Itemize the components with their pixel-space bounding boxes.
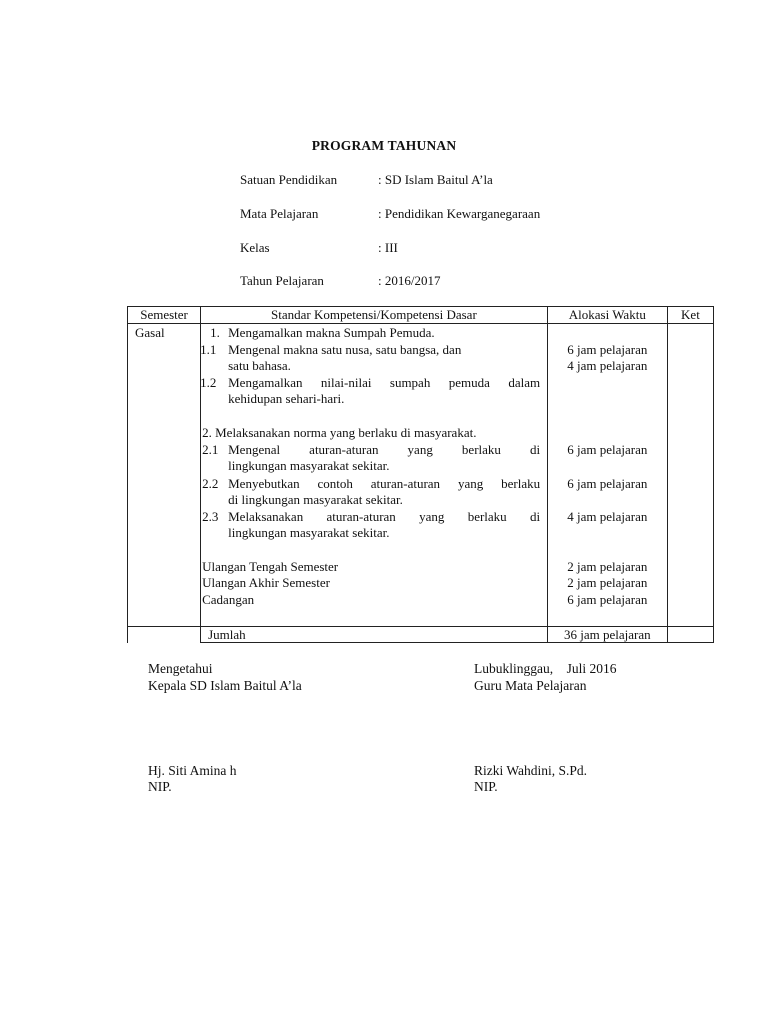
signature-left-line2: Kepala SD Islam Baitul A’la (148, 678, 302, 693)
kd22-number: 2.2 (202, 476, 219, 491)
cell-alokasi (547, 324, 667, 627)
signature-left-name: Hj. Siti Amina h (148, 763, 237, 778)
signature-left-line1: Mengetahui (148, 661, 213, 676)
kd11-number: 1.1 (200, 342, 217, 357)
jumlah-label: Jumlah (208, 627, 246, 642)
table-header-row (128, 307, 714, 324)
uts-label: Ulangan Tengah Semester (202, 559, 339, 574)
kd22-line1: Menyebutkan contoh aturan-aturan yang berlaku (228, 476, 541, 491)
kd22-line2: di lingkungan masyarakat sekitar. (228, 492, 403, 507)
program-table (127, 306, 714, 643)
alokasi-kd22: 6 jam pelajaran (567, 476, 648, 491)
info-value-satuan: : SD Islam Baitul A’la (378, 172, 493, 187)
table-row-total (128, 627, 714, 643)
cell-kompetensi (201, 324, 548, 627)
header-semester: Semester (128, 307, 201, 324)
jumlah-value: 36 jam pelajaran (563, 627, 651, 642)
kd12-line2: kehidupan sehari-hari. (228, 391, 345, 406)
signature-right-line2: Guru Mata Pelajaran (474, 678, 587, 693)
uas-label: Ulangan Akhir Semester (202, 575, 330, 590)
info-value-tahun: : 2016/2017 (378, 273, 441, 288)
kd23-line1: Melaksanakan aturan-aturan yang berlaku di (228, 509, 541, 524)
info-label-mapel: Mata Pelajaran (240, 206, 319, 221)
kd12-number: 1.2 (200, 375, 217, 390)
kd21-line1: Mengenal aturan-aturan yang berlaku di (228, 442, 541, 457)
alokasi-kd23: 4 jam pelajaran (567, 509, 648, 524)
sk1-number: 1. (210, 325, 220, 340)
alokasi-kd21: 6 jam pelajaran (567, 442, 648, 457)
cell-semester (128, 324, 201, 627)
cell-ket (667, 324, 713, 627)
alokasi-uts: 2 jam pelajaran (567, 559, 648, 574)
signature-right-name: Rizki Wahdini, S.Pd. (474, 763, 588, 778)
cadangan-label: Cadangan (202, 592, 255, 607)
cell-total-ket (667, 627, 713, 643)
document-title: PROGRAM TAHUNAN (311, 138, 457, 153)
kd11-line2: satu bahasa. (228, 358, 291, 373)
header-alokasi: Alokasi Waktu (547, 307, 667, 324)
info-value-kelas: : III (378, 240, 398, 255)
signature-right-line1: Lubuklinggau, Juli 2016 (474, 661, 617, 676)
header-kompetensi: Standar Kompetensi/Kompetensi Dasar (201, 307, 548, 324)
alokasi-kd12: 4 jam pelajaran (567, 358, 648, 373)
kd23-line2: lingkungan masyarakat sekitar. (228, 525, 390, 540)
info-value-mapel: : Pendidikan Kewarganegaraan (378, 206, 541, 221)
cell-total-value (547, 627, 667, 643)
header-ket: Ket (667, 307, 713, 324)
info-label-kelas: Kelas (240, 240, 270, 255)
cell-total-empty (128, 627, 201, 643)
signature-left-nip: NIP. (148, 779, 172, 794)
kd23-number: 2.3 (202, 509, 219, 524)
cell-total-label (201, 627, 548, 643)
kd21-number: 2.1 (202, 442, 219, 457)
alokasi-kd11: 6 jam pelajaran (567, 342, 648, 357)
sk2-text: 2. Melaksanakan norma yang berlaku di masyarakat. (202, 425, 477, 440)
alokasi-uas: 2 jam pelajaran (567, 575, 648, 590)
alokasi-cadangan: 6 jam pelajaran (567, 592, 648, 607)
info-label-tahun: Tahun Pelajaran (240, 273, 324, 288)
kd21-line2: lingkungan masyarakat sekitar. (228, 458, 390, 473)
info-label-satuan: Satuan Pendidikan (240, 172, 338, 187)
signature-right-nip: NIP. (474, 779, 498, 794)
table-row-content (128, 324, 714, 627)
kd11-line1: Mengenal makna satu nusa, satu bangsa, dan (228, 342, 462, 357)
sk1-text: Mengamalkan makna Sumpah Pemuda. (228, 325, 435, 340)
kd12-line1: Mengamalkan nilai-nilai sumpah pemuda dalam (228, 375, 541, 390)
semester-value: Gasal (135, 325, 165, 340)
